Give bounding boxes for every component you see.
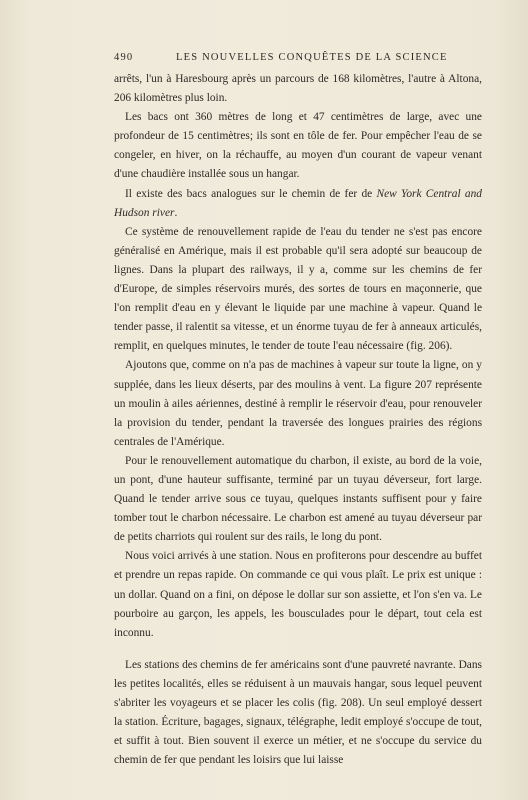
- paragraph-2: Les bacs ont 360 mètres de long et 47 centimètres de large, avec une profondeur de 15 centimètres; ils sont en tôle de fer. Pour empêcher l'eau de se congeler, en hiver, on la réchauffe, au moyen d'un courant de vapeur venant d'une chaudière installée sous un hangar.: [114, 111, 482, 181]
- page-number: 490: [114, 52, 134, 63]
- paragraph-5: Ajoutons que, comme on n'a pas de machines à vapeur sur toute la ligne, on y supplée, dans les lieux déserts, par des moulins à vent. La figure 207 représente un moulin à ailes aériennes, destiné à remplir le réservoir d'eau, pour renouveler la provision du tender, pendant la traversée des longues prairies des régions centrales de l'Amérique.: [114, 359, 482, 448]
- paragraph-3: [114, 185, 482, 223]
- paragraph-4: Ce système de renouvellement rapide de l'eau du tender ne s'est pas encore généralisé en Amérique, mais il est probable qu'il sera adopté sur beaucoup de lignes. Dans la plupart des railways, il y a, comme sur les chemins de fer d'Europe, de simples réservoirs murés, des sortes de tours en maçonnerie, que l'on remplit d'eau en y élevant le liquide par une machine à vapeur. Quand le tender passe, il ralentit sa vitesse, et un énorme tuyau de fer à anneaux articulés, remplit, en quelques minutes, le tender de toute l'eau nécessaire (fig. 206).: [114, 225, 482, 353]
- paragraph-1: arrêts, l'un à Haresbourg après un parcours de 168 kilomètres, l'autre à Altona, 206 kilomètres plus loin.: [114, 73, 482, 105]
- paragraph-6: Pour le renouvellement automatique du charbon, il existe, au bord de la voie, un pont, d'une hauteur suffisante, terminé par un tuyau déverseur, fort large. Quand le tender arrive sous ce tuyau, quelques instants suffisent pour y faire tomber tout le charbon nécessaire. Le charbon est amené au tuyau déverseur par de petits charriots qui roulent sur des rails, le long du pont.: [114, 454, 482, 544]
- paragraph-3-lead: Il existe des bacs analogues sur le chemin de fer de: [125, 187, 377, 200]
- running-title: LES NOUVELLES CONQUÊTES DE LA SCIENCE: [176, 52, 448, 63]
- paragraph-7: Nous voici arrivés à une station. Nous en profiterons pour descendre au buffet et prendre un repas rapide. On commande ce qui vous plaît. Le prix est unique : un dollar. Quand on a fini, on dépose le dollar sur son assiette, et l'on s'en va. Le pourboire au garçon, les appels, les bousculades pour le départ, tout cela est inconnu.: [114, 550, 482, 639]
- paragraph-3-tail: .: [174, 206, 178, 219]
- paragraph-8: Les stations des chemins de fer américains sont d'une pauvreté navrante. Dans les petites localités, elles se réduisent à un mauvais hangar, sous lequel peuvent s'abriter les voyageurs et se placer les colis (fig. 208). Un seul employé dessert la station. Écriture, bagages, signaux, télégraphe, ledit employé s'occupe de tout, et suffit à tout. Bien souvent il exerce un métier, et ne s'occupe du service du chemin de fer que pendant les loisirs que lui laisse: [114, 658, 482, 767]
- railway-name: New York Central and Hudson river: [114, 187, 482, 219]
- page-body: [114, 70, 482, 770]
